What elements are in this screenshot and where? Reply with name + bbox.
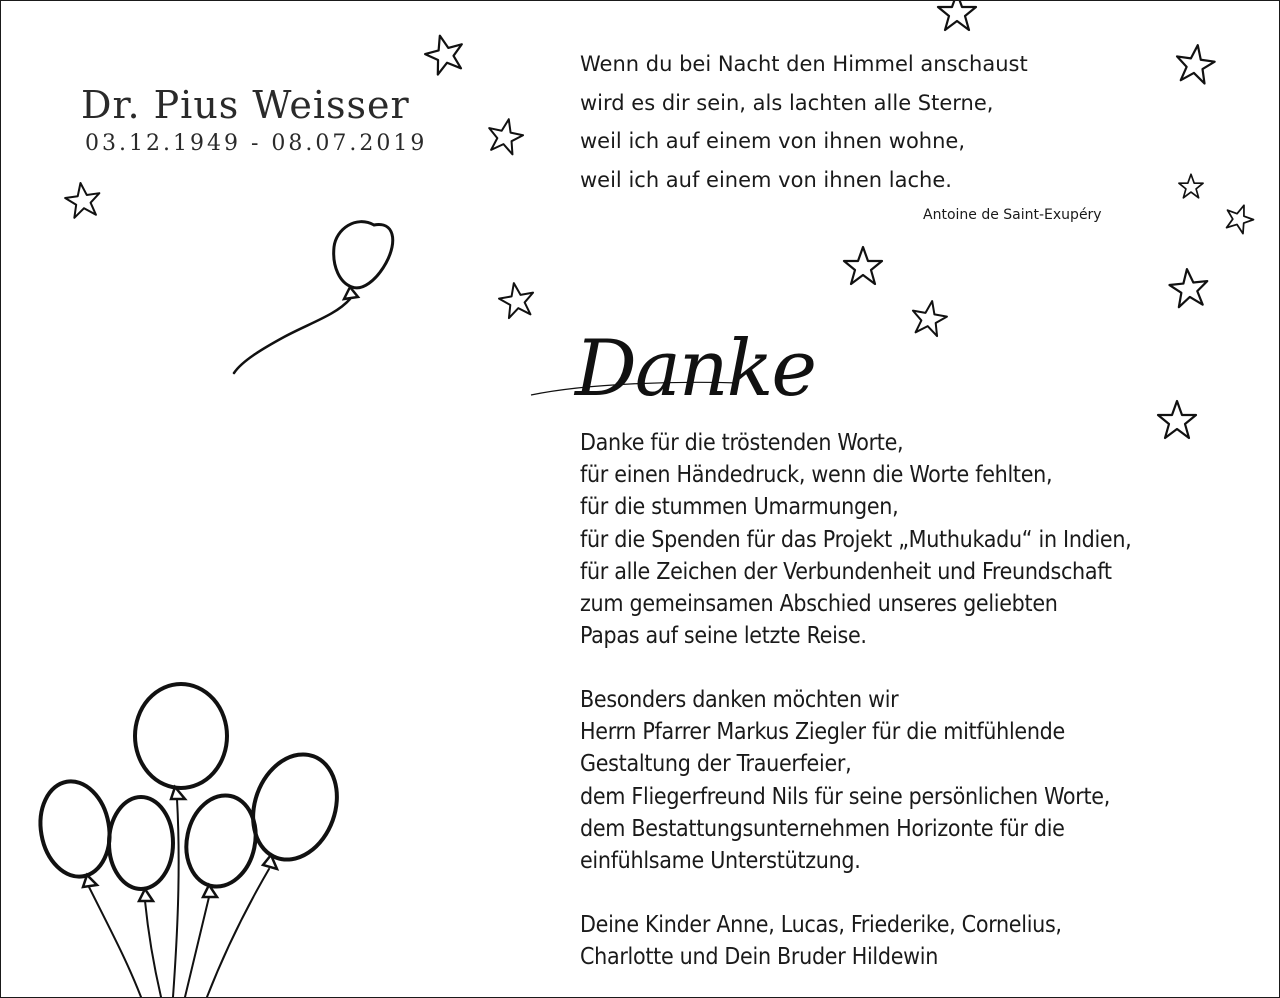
text-line: Papas auf seine letzte Reise. <box>580 623 867 650</box>
star-icon <box>935 0 979 35</box>
poem-author: Antoine de Saint-Exupéry <box>923 207 1102 223</box>
text-line: für einen Händedruck, wenn die Worte fehlten, <box>580 462 1053 489</box>
poem <box>580 45 1028 199</box>
star-icon <box>909 299 949 339</box>
balloon-icon <box>226 211 426 386</box>
star-icon <box>1155 399 1199 443</box>
thanks-paragraph <box>580 427 1131 652</box>
poem-line: weil ich auf einem von ihnen wohne, <box>580 129 966 153</box>
balloon-bunch-icon <box>31 681 351 997</box>
text-line: Charlotte und Dein Bruder Hildewin <box>580 944 939 971</box>
star-icon <box>1223 203 1255 235</box>
text-line: für die Spenden für das Projekt „Muthukadu“ in Indien, <box>580 526 1132 553</box>
poem-line: weil ich auf einem von ihnen lache. <box>580 167 952 192</box>
danke-heading <box>529 313 829 423</box>
text-line: dem Fliegerfreund Nils für seine persönlichen Worte, <box>580 783 1110 810</box>
star-icon <box>1173 43 1217 87</box>
star-icon <box>1177 173 1205 201</box>
poem-line: wird es dir sein, als lachten alle Sterne, <box>580 90 994 115</box>
special-thanks-paragraph <box>580 684 1110 877</box>
text-line: einfühlsame Unterstützung. <box>580 848 861 875</box>
star-icon <box>1167 267 1211 311</box>
signature-paragraph <box>580 909 1062 973</box>
poem-line: Wenn du bei Nacht den Himmel anschaust <box>580 52 1028 76</box>
text-line: zum gemeinsamen Abschied unseres geliebten <box>580 591 1058 618</box>
deceased-name: Dr. Pius Weisser <box>81 83 410 127</box>
text-line: für alle Zeichen der Verbundenheit und Freundschaft <box>580 558 1112 585</box>
star-icon <box>423 33 467 77</box>
star-icon <box>485 117 525 157</box>
text-line: Herrn Pfarrer Markus Ziegler für die mitfühlende <box>580 719 1065 746</box>
star-icon <box>841 245 885 289</box>
text-line: Deine Kinder Anne, Lucas, Friederike, Cornelius, <box>580 912 1062 938</box>
text-line: Gestaltung der Trauerfeier, <box>580 751 852 778</box>
text-line: dem Bestattungsunternehmen Horizonte für die <box>580 815 1065 842</box>
text-line: Danke für die tröstenden Worte, <box>580 430 904 456</box>
text-line: Besonders danken möchten wir <box>580 687 899 713</box>
danke-heading-text: Danke <box>573 324 815 414</box>
deceased-dates: 03.12.1949 - 08.07.2019 <box>85 131 428 156</box>
text-line: für die stummen Umarmungen, <box>580 494 899 521</box>
star-icon <box>497 281 537 321</box>
star-icon <box>63 181 103 221</box>
